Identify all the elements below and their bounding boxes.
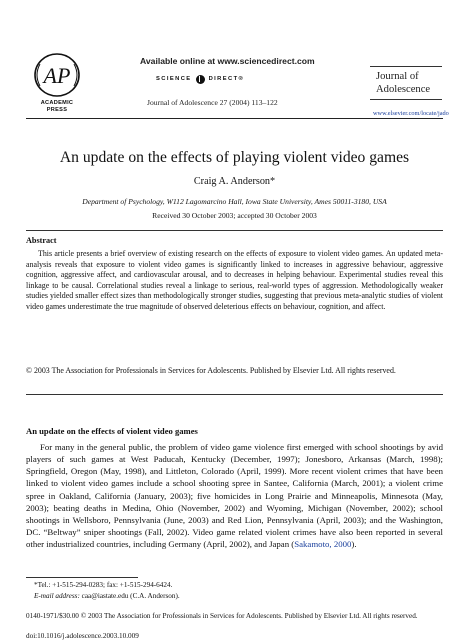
ap-seal-icon bbox=[28, 52, 86, 98]
email-label: E-mail address: bbox=[34, 592, 80, 600]
abstract-copyright: © 2003 The Association for Professionals in Services for Adolescents. Published by Elsevier Ltd. All rights reserved. bbox=[26, 366, 396, 375]
journal-name-bottom-rule bbox=[370, 99, 442, 100]
issn-copyright-line: 0140-1971/$30.00 © 2003 The Association for Professionals in Services for Adolescents. Published by Elsevier Ltd. All rights reserved. bbox=[26, 612, 418, 620]
footnote-email bbox=[34, 592, 180, 600]
sciencedirect-d-icon bbox=[196, 75, 205, 84]
journal-name-top-rule bbox=[370, 66, 442, 67]
received-dates: Received 30 October 2003; accepted 30 October 2003 bbox=[152, 211, 317, 220]
section-body-paragraph bbox=[26, 441, 443, 550]
doi-line[interactable]: doi:10.1016/j.adolescence.2003.10.009 bbox=[26, 632, 139, 640]
footnote-divider bbox=[26, 577, 138, 578]
journal-reference: Journal of Adolescence 27 (2004) 113–122 bbox=[147, 98, 278, 107]
author-affiliation: Department of Psychology, W112 Lagomarcino Hall, Iowa State University, Ames 50011-3180, USA bbox=[82, 197, 387, 206]
journal-url-link[interactable]: www.elsevier.com/locate/jado bbox=[373, 110, 449, 117]
abstract-bottom-divider bbox=[26, 394, 443, 395]
body-text-end: ). bbox=[351, 539, 357, 550]
citation-link[interactable]: Sakamoto, 2000 bbox=[294, 539, 352, 550]
journal-name-line2: Adolescence bbox=[376, 84, 431, 95]
header-divider bbox=[26, 118, 443, 119]
abstract-heading: Abstract bbox=[26, 236, 57, 245]
sciencedirect-right: DIRECT® bbox=[208, 76, 245, 82]
abstract-top-divider bbox=[26, 230, 443, 231]
available-online-text: Available online at www.sciencedirect.com bbox=[140, 56, 315, 66]
journal-name-line1: Journal of bbox=[376, 71, 419, 82]
sciencedirect-logo bbox=[156, 73, 244, 85]
publisher-name-line1: ACADEMIC bbox=[40, 100, 74, 106]
body-text-main: For many in the general public, the problem of video game violence first emerged with school shootings by avid players of such games at West Paducah, Kentucky (December, 1997); Jonesboro, Arkansas (March, 1998); Springfield, Oregon (May, 1998), and Littleton, Colorado (April, 1999). More recent violent crimes that have been linked to violent video games include a school shooting spree in Santee, California (March, 2001); a violent crime spree in Oakland, California (January, 2003); five homicides in Long Prairie and Minneapolis, Minnesota (May, 2003); beating deaths in Medina, Ohio (November, 2002) and Wyoming, Michigan (November, 2002); school shootings in Wellsboro, Pennsylvania (June, 2003) and Red Lion, Pennsylvania (April, 2003); and the Washington, DC. “Beltway” sniper shootings (Fall, 2002). Video game related violent crimes have also been reported in several other industrialized countries, including Germany (April, 2002), and Japan ( bbox=[26, 442, 443, 550]
sciencedirect-left: SCIENCE bbox=[156, 76, 192, 82]
email-value[interactable]: caa@iastate.edu (C.A. Anderson). bbox=[79, 592, 180, 600]
publisher-name-line2: PRESS bbox=[46, 107, 68, 113]
section-heading: An update on the effects of violent video games bbox=[26, 426, 198, 436]
abstract-body: This article presents a brief overview of existing research on the effects of exposure to violent video games. An updated meta-analysis reveals that exposure to violent video games is significantly linked to increases in aggressive behaviour, aggressive cognition, aggressive affect, and cardiovascular arousal, and to decreases in helping behaviour. Experimental studies reveal this linkage to be causal. Correlational studies reveal a linkage to serious, real-world types of aggression. Methodologically weaker studies yielded smaller effect sizes than methodologically stronger studies, suggesting that previous meta-analytic studies of violent video games underestimate the true magnitude of observed deleterious effects on behaviour, cognition, and affect. bbox=[26, 249, 443, 311]
ap-logo-letters: AP bbox=[43, 63, 71, 88]
article-author: Craig A. Anderson* bbox=[193, 176, 276, 187]
article-title: An update on the effects of playing violent video games bbox=[59, 149, 410, 166]
footnote-telephone: *Tel.: +1-515-294-0283; fax: +1-515-294-6424. bbox=[34, 581, 173, 589]
